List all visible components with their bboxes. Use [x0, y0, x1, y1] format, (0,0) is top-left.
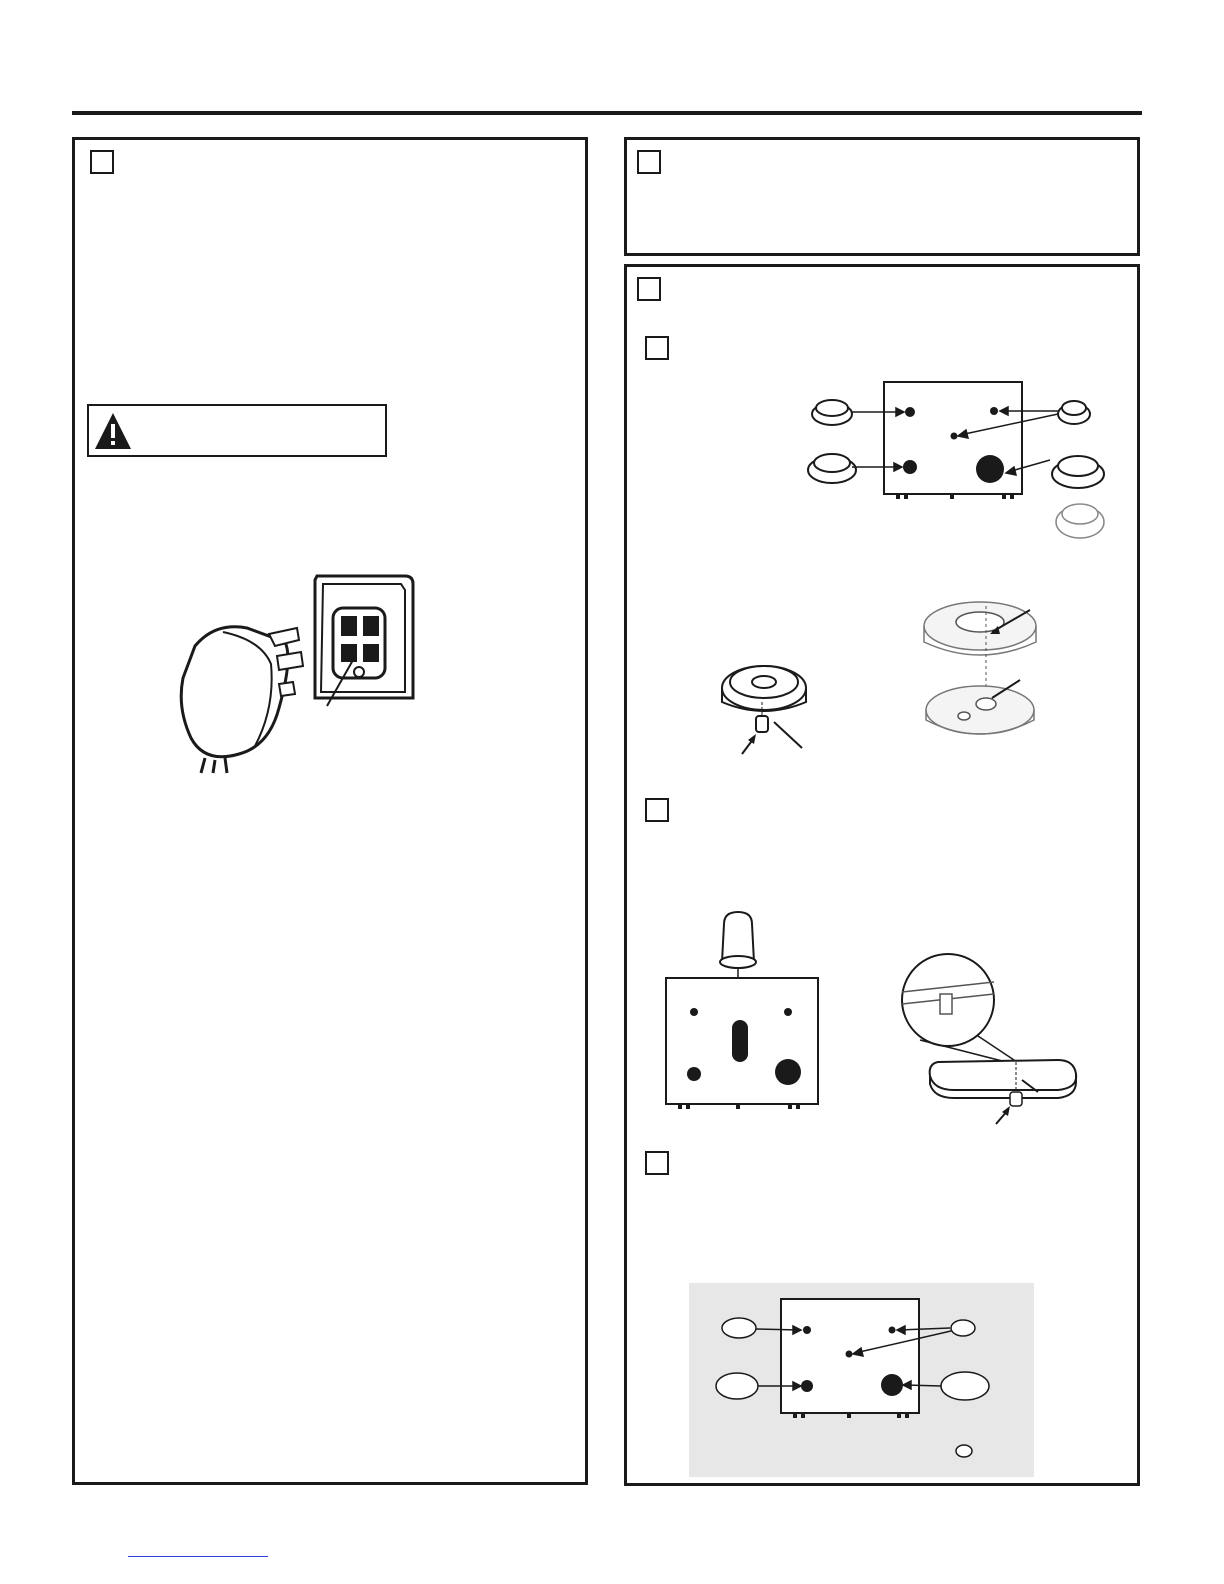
substep-box-1	[645, 336, 669, 360]
cooktop-burner-placement-diagram	[806, 378, 1116, 538]
header-rule	[72, 111, 1142, 115]
burner-large-icon	[1052, 456, 1104, 488]
cooktop-oval-burner-diagram	[662, 910, 832, 1110]
right-top-panel	[624, 137, 1140, 256]
tri-ring-burner-detail	[920, 598, 1050, 758]
left-instruction-panel	[72, 137, 588, 1485]
plug-outlet-illustration	[175, 568, 455, 778]
burner-tri-ring-icon	[1056, 504, 1104, 538]
right-main-step-box	[637, 277, 661, 301]
substep-box-3	[645, 1151, 669, 1175]
cap-placement-diagram	[689, 1283, 1034, 1477]
warning-box	[87, 404, 387, 457]
warning-triangle-icon	[93, 411, 133, 451]
substep-box-2	[645, 798, 669, 822]
burner-small-right-icon	[1058, 401, 1090, 424]
left-step-box	[90, 150, 114, 174]
footer-link[interactable]	[128, 1556, 268, 1557]
right-top-step-box	[637, 150, 661, 174]
oval-burner-magnified-detail	[898, 952, 1078, 1132]
burner-medium-icon	[808, 454, 856, 483]
burner-small-icon	[812, 400, 852, 425]
burner-base-detail	[712, 658, 822, 758]
